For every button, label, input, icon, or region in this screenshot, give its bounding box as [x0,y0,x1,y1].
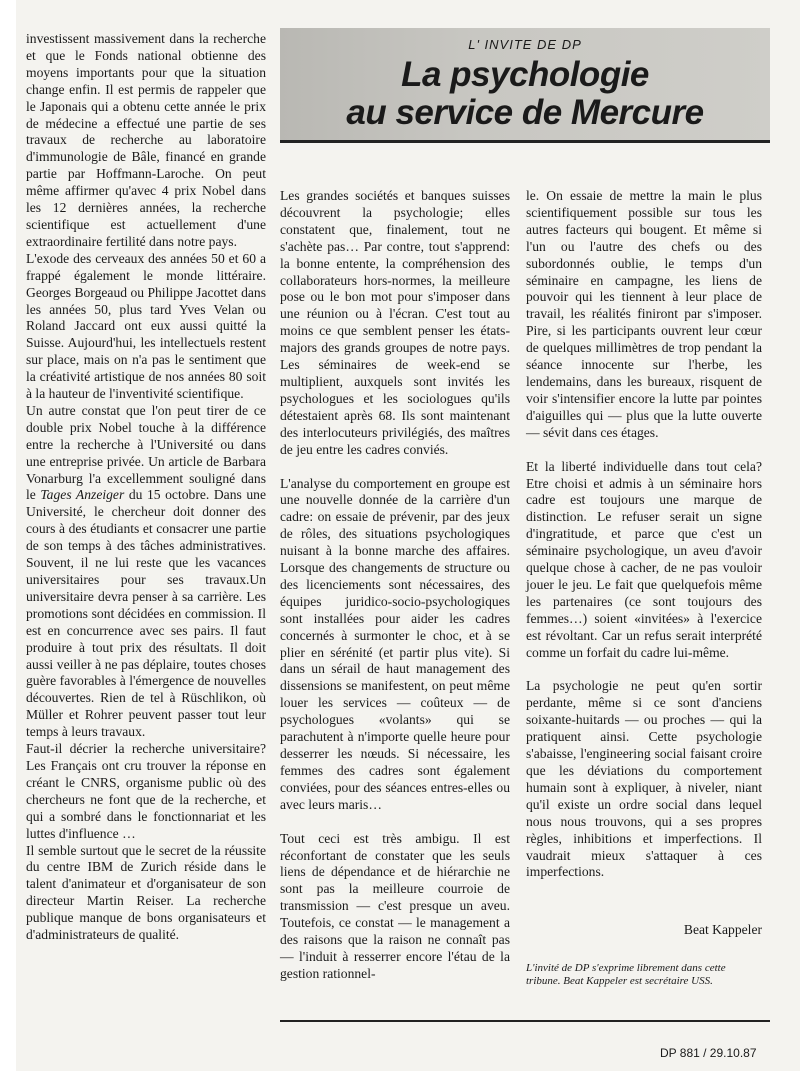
article-title [280,56,770,132]
paragraph: Faut-il décrier la recherche universitaire? Les Français ont cru trouver la réponse en créant le CNRS, organisme public où des chercheurs ne font que de la recherche, et qui a sombré dans le fonctionnariat et les luttes d'influence … [26,741,266,841]
title-line-1: La psychologie [401,55,649,94]
paragraph [26,403,266,741]
paragraph: L'exode des cerveaux des années 50 et 60 a frappé également le monde littéraire. Georges Borgeaud ou Philippe Jacottet dans les années 50, plus tard Yves Velan ou Roland Jaccard ont eux aussi quitté la Suisse. Aujourd'hui, les intellectuels restent sur place, mais on n'a pas le sentiment que la créativité artistique de nos années 80 soit à la hauteur de l'inventivité scientifique. [26,250,266,402]
paragraph: La psychologie ne peut qu'en sortir perdante, même si ce sont d'anciens soixante-huitards — ou proches — qui la pratiquent ainsi. Cette psychologie s'abaisse, l'engineering social faisant croire que les déviations du comportement humain sont à expliquer, à niveler, niant qu'il existe un ordre social dans lequel nous nous trouvons, qui a ses propres règles, inhibitions et imperfections. Il vaudrait mieux s'attaquer à ces imperfections. [526,678,762,880]
paragraph: Tout ceci est très ambigu. Il est réconfortant de constater que les seuls liens de dépendance et de hiérarchie ne sont pas la meilleure courroie de transmission — c'est presque un aveu. Toutefois, ce constat — le management a des raisons que la raison ne connaît pas — l'induit à resserrer encore l'étau de la gestion rationnel- [280,830,510,981]
column-right [526,188,762,898]
issue-footer: DP 881 / 29.10.87 [660,1046,757,1060]
column-kicker: L' INVITE DE DP [468,37,582,52]
article-header [280,28,770,143]
bottom-rule [280,1020,770,1022]
paragraph: le. On essaie de mettre la main le plus scientifiquement possible sur tous les autres facteurs qui bougent. Et même si l'un ou l'autre des chefs ou des subordonnés oublie, le temps d'un séminaire en campagne, les liens de pouvoir qui les tiennent à leur place de travail, les réalités finiront par s'imposer. Pire, si les participants ouvrent leur cœur de quelques millimètres de trop pendant la séance innocente sur l'herbe, les lendemains, dans les bureaux, risquent de voir s'intensifier encore la lutte par pointes d'aiguilles qui — plus que la lutte ouverte — sévit dans ces étages. [526,188,762,440]
paragraph: Et la liberté individuelle dans tout cela? Etre choisi et admis à un séminaire hors cadre est toujours une marque de distinction. Le refuser serait un signe d'ingratitude, et parce que c'est un séminaire psychologique, un aveu d'avoir quelque chose à cacher, de ne pas vouloir jouer le jeu. Le fait que quelquefois même les partenaires (ce sont toujours des femmes…) soient «invitées» à l'exercice est révoltant. Car un refus serait interprété comme un forfait du cadre lui-même. [526,458,762,660]
text-span: Un autre constat que l'on peut tirer de ce double prix Nobel touche à la différence entre la recherche à l'Université ou dans une entreprise privée. Un article de Barbara Vonarburg l'a excellemment souligné dans le [26,402,266,503]
paragraph: investissent massivement dans la recherche et que le Fonds national obtienne des moyens importants pour que la situation change enfin. Il est permis de rappeler que le Japonais qui a obtenu cette année le prix de médecine a effectué une partie de ses travaux de recherche au laboratoire d'immunologie de Bâle, financé en grande partie par Hoffmann-Laroche. On peut même affirmer qu'avec 4 prix Nobel dans les 12 dernières années, la recherche scientifique est actuellement d'une extraordinaire fertilité dans notre pays. [26,31,266,249]
page-edge [0,0,16,1071]
column-left [26,31,266,944]
paragraph: L'analyse du comportement en groupe est une nouvelle donnée de la carrière d'un cadre: on essaie de prévenir, par des jeux de rôles, des situations psychologiques nuisant à la bonne marche des affaires. Lorsque des changements de structure ou des licenciements sont nécessaires, des équipes juridico-socio-psychologiques sont installées pour aider les cadres concernés à surmonter le choc, et à se plier en sérénité (et partir plus vite). Si dans un sérail de haut management des dissensions se manifestent, on peut même louer les services — coûteux — de psychologues «volants» qui se parachutent à n'importe quelle heure pour desserrer les nœuds. Si nécessaire, les femmes des cadres sont également conviées, pour des séances entres-elles ou avec leurs maris… [280,475,510,812]
newspaper-title: Tages Anzeiger [40,487,125,503]
paragraph: Les grandes sociétés et banques suisses découvrent la psychologie; elles constatent que, finalement, tout ne s'achète pas… Par contre, tout s'apprend: la bonne entente, la compréhension des collaborateurs hors-normes, la meilleure pose ou le bon mot pour s'imposer dans une réunion ou à l'écran. C'est tout au moins ce que semblent penser les états-majors des grands groupes de notre pays. Les séminaires de week-end se multiplient, auxquels sont invités les psychologues et les sociologues qu'ils détestaient après 68. Ils sont maintenant des interlocuteurs privilégiés, des maîtres de jeu entre les cadres conviés. [280,188,510,457]
paragraph: Il semble surtout que le secret de la réussite du centre IBM de Zurich réside dans le talent d'animateur et d'organisateur de son directeur Martin Reiser. La recherche publique manque de bons organisateurs et d'administrateurs de qualité. [26,842,266,943]
text-span: du 15 octobre. Dans une Université, le chercheur doit donner des cours à des étudiants et consacrer une partie de son temps à des tâches administratives. Souvent, il ne lui reste que les vacances universitaires pour ses travaux.Un universitaire devra penser à sa carrière. Les promotions sont décidées en commission. Il est en concurrence avec ses pairs. Il faut produire à tout prix des résultats. Il doit aussi veiller à ne pas déplaire, toutes choses guère favorables à l'émergence de nouvelles découvertes. Rien de tel à Rüschlikon, où Müller et Rohrer peuvent passer tout leur temps à leurs travaux. [26,487,266,740]
author-signature: Beat Kappeler [683,922,762,937]
editor-note: L'invité de DP s'exprime librement dans cette tribune. Beat Kappeler est secrétaire USS. [526,962,726,987]
column-middle [280,188,510,1000]
title-line-2: au service de Mercure [346,93,704,132]
